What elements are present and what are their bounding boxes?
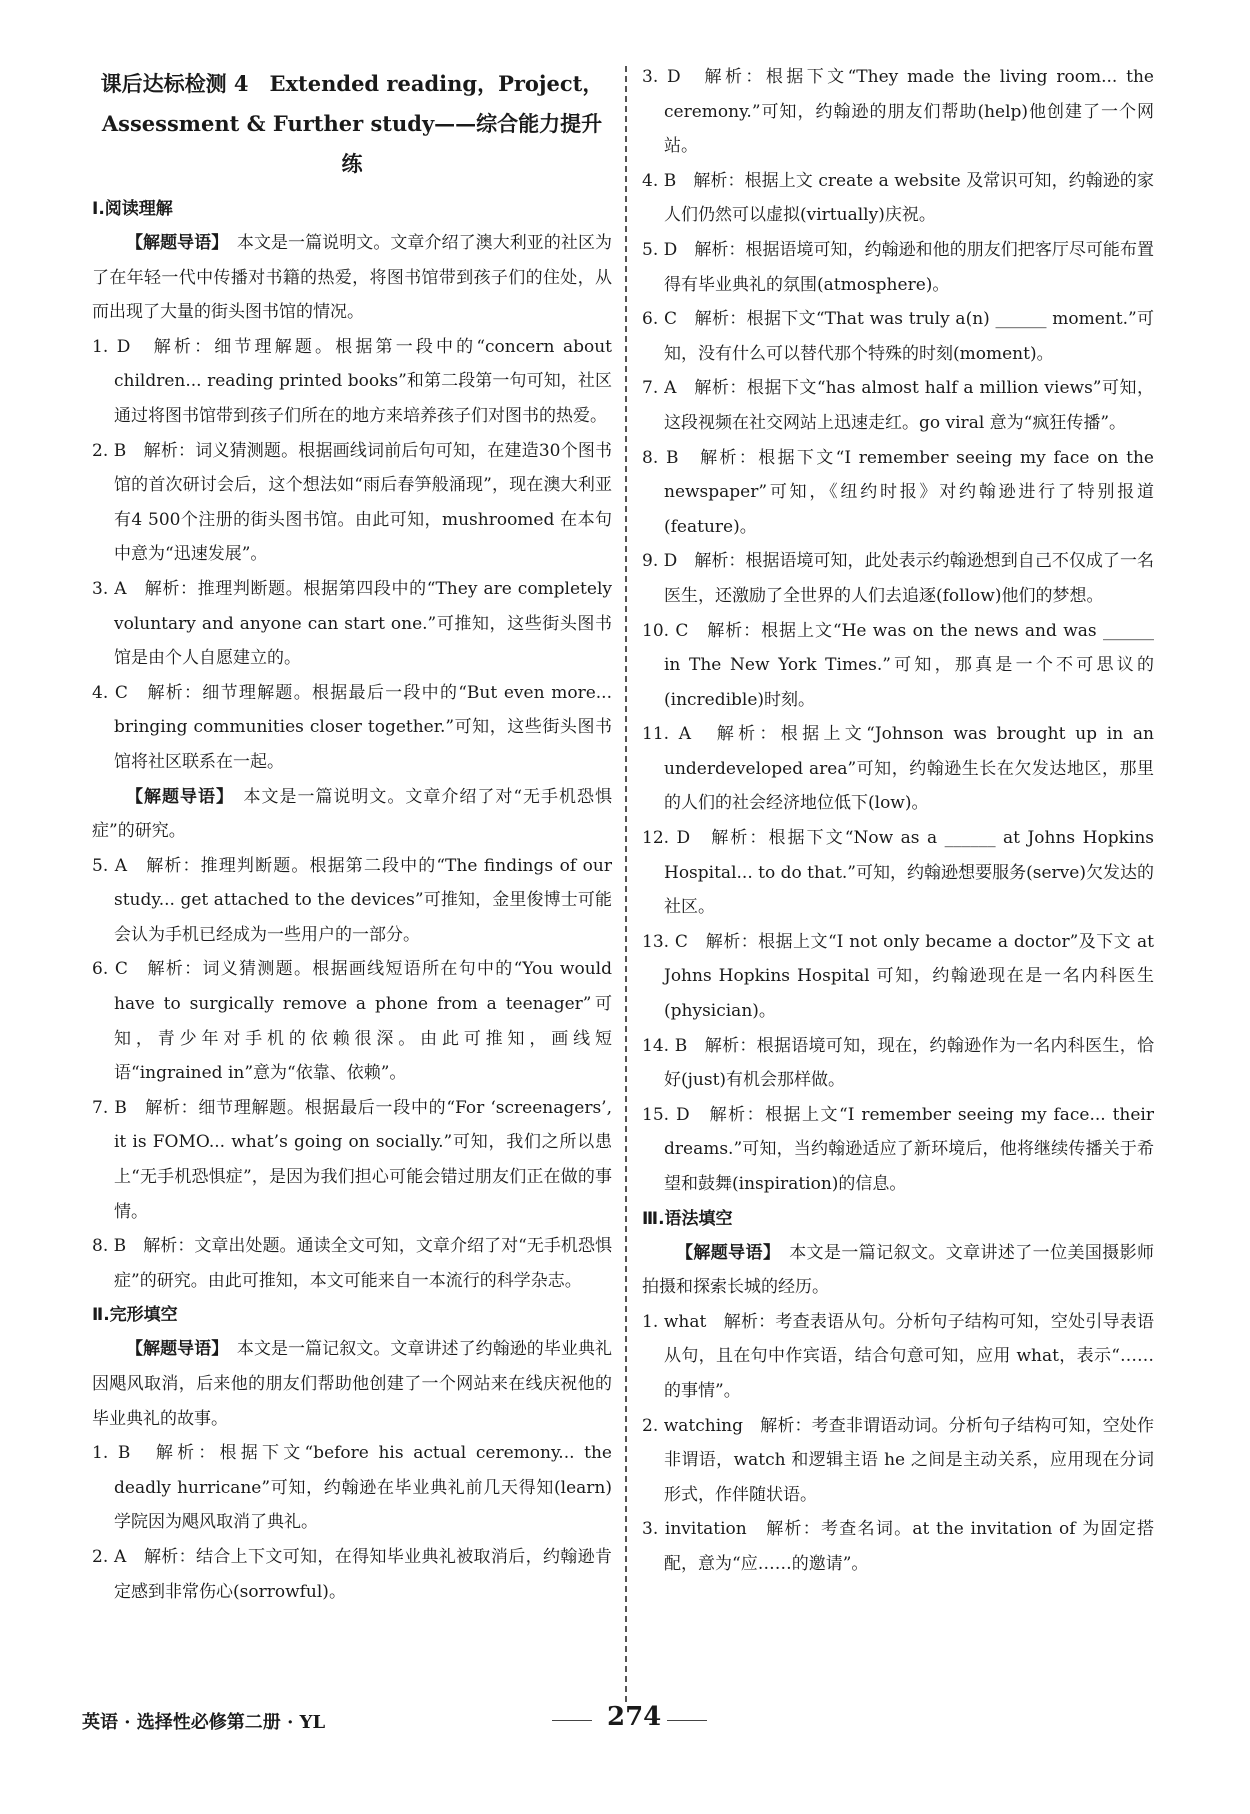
answer-item: 6. C 解析：词义猜测题。根据画线短语所在句中的“You would have to surgically remove a phone from a teenager”可知，青少年对手机的依赖很深。由此可推知，画线短语“ingrained in”意为“依靠、依赖”。 [92,959,612,1084]
answer-item: 4. B 解析：根据上文 create a website 及常识可知，约翰逊的家人们仍然可以虚拟(virtually)庆祝。 [642,170,1154,226]
section-reading: Ⅰ.阅读理解 [92,199,173,219]
title-line-1: 课后达标检测 4 Extended reading，Project， [100,71,604,96]
guide-text: 本文是一篇说明文。文章介绍了澳大利亚的社区为了在年轻一代中传播对书籍的热爱，将图书馆带到孩子们的住处，从而出现了大量的街头图书馆的情况。 [92,233,613,323]
answer-item: 14. B 解析：根据语境可知，现在，约翰逊作为一名内科医生，恰好(just)有机会那样做。 [642,1035,1154,1091]
right-column [642,60,1154,1582]
answer-item: 3. invitation 解析：考查名词。at the invitation of 为固定搭配，意为“应……的邀请”。 [642,1519,1154,1574]
page-footer [82,1702,1162,1742]
answer-item: 13. C 解析：根据上文“I not only became a doctor”及下文 at Johns Hopkins Hospital 可知，约翰逊现在是一名内科医生(physician)。 [642,931,1154,1022]
answer-item: 1. what 解析：考查表语从句。分析句子结构可知，空处引导表语从句，且在句中作宾语，结合句意可知，应用 what，表示“……的事情”。 [642,1311,1154,1401]
title-line-2: Assessment & Further study——综合能力提升练 [101,111,603,176]
answer-item: 2. A 解析：结合上下文可知，在得知毕业典礼被取消后，约翰逊肯定感到非常伤心(sorrowful)。 [92,1546,612,1602]
answer-item: 8. B 解析：文章出处题。通读全文可知，文章介绍了对“无手机恐惧症”的研究。由此可推知，本文可能来自一本流行的科学杂志。 [92,1236,612,1291]
answer-item: 7. B 解析：细节理解题。根据最后一段中的“For ‘screenagers’, it is FOMO... what’s going on socially.”可知，我们之所以患上“无手机恐惧症”，是因为我们担心可能会错过朋友们正在做的事情。 [92,1097,612,1222]
page-number: 274 [607,1702,662,1732]
answer-item: 10. C 解析：根据上文“He was on the news and was ______ in The New York Times.”可知，那真是一个不可思议的(incredible)时刻。 [642,620,1154,710]
section-cloze: Ⅱ.完形填空 [92,1305,178,1326]
answer-item: 3. D 解析：根据下文“They made the living room... the ceremony.”可知，约翰逊的朋友们帮助(help)他创建了一个网站。 [642,67,1154,157]
page-title [92,64,612,184]
answer-item: 12. D 解析：根据下文“Now as a ______ at Johns Hopkins Hospital... to do that.”可知，约翰逊想要服务(serve)欠发达的社区。 [642,828,1154,918]
guide-paragraph [92,780,612,849]
guide-paragraph [642,1236,1154,1305]
left-column [92,60,612,1609]
book-title: 英语 · 选择性必修第二册 · YL [82,1712,326,1733]
answer-item: 7. A 解析：根据下文“has almost half a million views”可知，这段视频在社交网站上迅速走红。go viral 意为“疯狂传播”。 [642,378,1154,433]
answer-item: 4. C 解析：细节理解题。根据最后一段中的“But even more... bringing communities closer together.”可知，这些街头图书馆将社区联系在一起。 [92,682,612,772]
answer-item: 3. A 解析：推理判断题。根据第四段中的“They are completely voluntary and anyone can start one.”可推知，这些街头图书馆是由个人自愿建立的。 [92,578,612,669]
answer-item: 5. A 解析：推理判断题。根据第二段中的“The findings of our study... get attached to the devices”可推知，金里俊博士可能会认为手机已经成为一些用户的一部分。 [92,855,612,945]
answer-item: 6. C 解析：根据下文“That was truly a(n) ______ moment.”可知，没有什么可以替代那个特殊的时刻(moment)。 [642,309,1154,364]
answer-item: 11. A 解析：根据上文“Johnson was brought up in an underdeveloped area”可知，约翰逊生长在欠发达地区，那里的人们的社会经济地位低下(low)。 [642,724,1154,814]
answer-item: 1. B 解析：根据下文“before his actual ceremony... the deadly hurricane”可知，约翰逊在毕业典礼前几天得知(learn)学院因为飓风取消了典礼。 [92,1443,612,1533]
guide-tag: 【解题导语】 [126,786,226,807]
footer-dash-left [552,1720,592,1721]
guide-text: 本文是一篇记叙文。文章讲述了约翰逊的毕业典礼因飓风取消，后来他的朋友们帮助他创建了一个网站来在线庆祝他的毕业典礼的故事。 [92,1339,613,1429]
guide-text: 本文是一篇说明文。文章介绍了对“无手机恐惧症”的研究。 [92,786,613,842]
footer-dash-right [667,1720,707,1721]
guide-text: 本文是一篇记叙文。文章讲述了一位美国摄影师拍摄和探索长城的经历。 [642,1242,1155,1298]
section-grammar: Ⅲ.语法填空 [642,1208,733,1229]
guide-tag: 【解题导语】 [126,1339,220,1360]
answer-item: 1. D 解析：细节理解题。根据第一段中的“concern about children... reading printed books”和第二段第一句可知，社区通过将图书馆带到孩子们所在的地方来培养孩子们对图书的热爱。 [92,336,612,426]
guide-paragraph [92,226,612,330]
guide-tag: 【解题导语】 [676,1242,772,1263]
guide-paragraph [92,1332,612,1436]
answer-item: 15. D 解析：根据上文“I remember seeing my face... their dreams.”可知，当约翰逊适应了新环境后，他将继续传播关于希望和鼓舞(inspiration)的信息。 [642,1104,1154,1194]
guide-tag: 【解题导语】 [126,233,220,253]
answer-item: 2. B 解析：词义猜测题。根据画线词前后句可知，在建造30个图书馆的首次研讨会后，这个想法如“雨后春笋般涌现”，现在澳大利亚有4 500个注册的街头图书馆。由此可知，mushroomed 在本句中意为“迅速发展”。 [92,440,612,565]
answer-item: 9. D 解析：根据语境可知，此处表示约翰逊想到自己不仅成了一名医生，还激励了全世界的人们去追逐(follow)他们的梦想。 [642,551,1154,606]
answer-item: 8. B 解析：根据下文“I remember seeing my face on the newspaper”可知，《纽约时报》对约翰逊进行了特别报道(feature)。 [642,447,1154,537]
column-divider [625,66,627,1702]
answer-item: 5. D 解析：根据语境可知，约翰逊和他的朋友们把客厅尽可能布置得有毕业典礼的氛围(atmosphere)。 [642,239,1154,295]
answer-item: 2. watching 解析：考查非谓语动词。分析句子结构可知，空处作非谓语，watch 和逻辑主语 he 之间是主动关系，应用现在分词形式，作伴随状语。 [642,1415,1154,1505]
